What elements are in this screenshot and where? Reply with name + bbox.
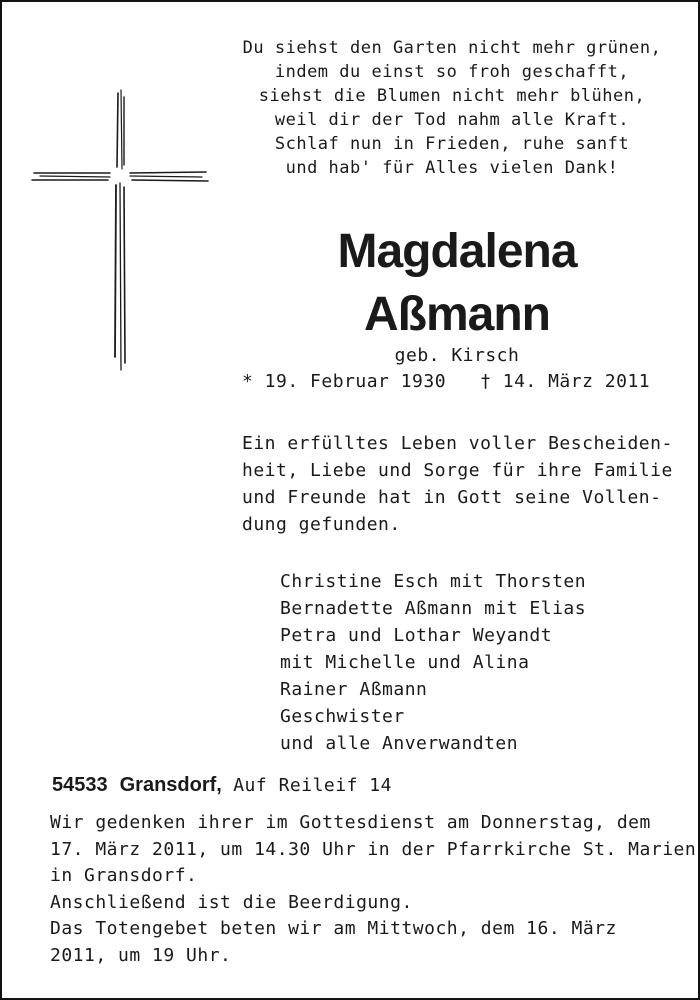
mourner-line: mit Michelle und Alina: [280, 652, 530, 673]
tribute-text: [242, 430, 682, 538]
life-dates: [242, 371, 682, 392]
tribute-line: und Freunde hat in Gott seine Vollen-: [242, 487, 662, 508]
address-town: Gransdorf,: [119, 774, 222, 796]
mourner-line: Rainer Aßmann: [280, 679, 428, 700]
birth-date: * 19. Februar 1930: [242, 371, 447, 392]
christian-cross-icon: [30, 87, 210, 372]
poem-line: siehst die Blumen nicht mehr blühen,: [258, 86, 646, 106]
tribute-line: Ein erfülltes Leben voller Bescheiden-: [242, 433, 673, 454]
poem-line: und hab' für Alles vielen Dank!: [285, 158, 619, 178]
poem-line: indem du einst so froh geschafft,: [274, 62, 630, 82]
notice-line: Das Totengebet beten wir am Mittwoch, dem 16. März: [50, 918, 617, 939]
notice-line: in Gransdorf.: [50, 865, 198, 886]
address-street: Auf Reileif 14: [233, 775, 392, 796]
poem-line: Du siehst den Garten nicht mehr grünen,: [242, 38, 662, 58]
mourner-line: und alle Anverwandten: [280, 733, 519, 754]
deceased-first-name: Magdalena: [337, 225, 577, 278]
mourner-line: Petra und Lothar Weyandt: [280, 625, 553, 646]
service-notice: [50, 810, 697, 969]
notice-line: Anschließend ist die Beerdigung.: [50, 891, 413, 913]
family-address: [52, 774, 672, 797]
notice-line: 2011, um 19 Uhr.: [50, 944, 232, 966]
poem-line: Schlaf nun in Frieden, ruhe sanft: [274, 134, 630, 154]
address-zip: 54533: [52, 774, 108, 796]
mourner-line: Bernadette Aßmann mit Elias: [280, 598, 587, 619]
tribute-line: dung gefunden.: [242, 514, 401, 535]
notice-line: Wir gedenken ihrer im Gottesdienst am Donnerstag, dem: [50, 812, 651, 833]
mourners-list: [280, 568, 680, 757]
tribute-line: heit, Liebe und Sorge für ihre Familie: [242, 460, 673, 481]
deceased-last-name: Aßmann: [364, 288, 550, 341]
maiden-name: geb. Kirsch: [394, 345, 520, 366]
death-date: † 14. März 2011: [480, 371, 651, 392]
poem-line: weil dir der Tod nahm alle Kraft.: [274, 110, 630, 130]
memorial-poem: [232, 36, 672, 180]
notice-line: 17. März 2011, um 14.30 Uhr in der Pfarrkirche St. Marien: [50, 838, 697, 860]
mourner-line: Geschwister: [280, 706, 405, 727]
mourner-line: Christine Esch mit Thorsten: [280, 571, 587, 592]
